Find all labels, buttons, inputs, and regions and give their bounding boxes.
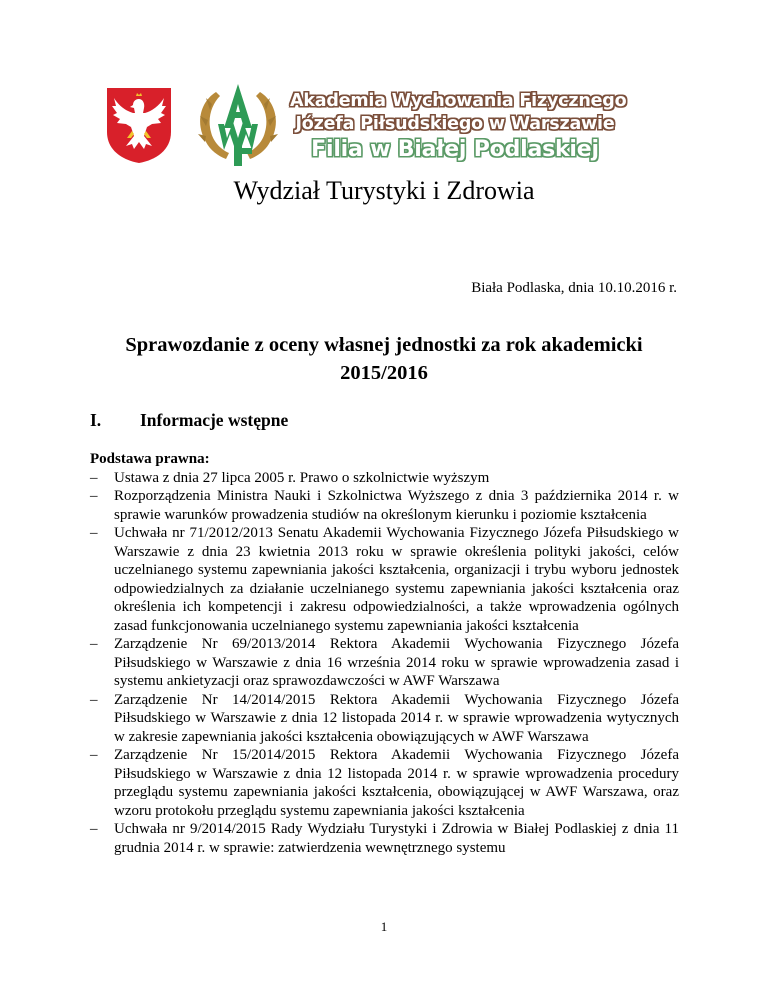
legal-basis-list — [90, 469, 679, 858]
academy-branch-line: Filia w Białej Podlaskiej — [311, 137, 599, 162]
section-heading — [90, 410, 288, 431]
academy-name-block — [290, 90, 627, 162]
awf-logo-icon — [190, 80, 286, 168]
legal-basis-item: – Uchwała nr 71/2012/2013 Senatu Akademii Wychowania Fizycznego Józefa Piłsudskiego w Warszawie z dnia 23 kwietnia 2013 roku w sprawie określenia polityki jakości, celów uczelnianego systemu zapewniania jakości kształcenia, organizacji i trybu wyboru jednostek odpowiedzialnych za działanie uczelnianego systemu zapewniania jakości kształcenia oraz określenia ich kompetencji i zakresu odpowiedzialności, a także wprowadzenia ogólnych zasad funkcjonowania uczelnianego systemu zapewniania jakości kształcenia — [90, 524, 679, 635]
legal-basis — [90, 450, 679, 857]
legal-basis-item: – Uchwała nr 9/2014/2015 Rady Wydziału Turystyki i Zdrowia w Białej Podlaskiej z dnia 11 grudnia 2014 r. w sprawie: zatwierdzenia wewnętrznego systemu — [90, 820, 679, 857]
date-line: Biała Podlaska, dnia 10.10.2016 r. — [471, 280, 677, 296]
section-title: Informacje wstępne — [140, 410, 289, 430]
legal-basis-item: – Rozporządzenia Ministra Nauki i Szkolnictwa Wyższego z dnia 3 października 2014 r. w sprawie warunków prowadzenia studiów na określonym kierunku i poziomie kształcenia — [90, 487, 679, 524]
academy-name-line-2: Józefa Piłsudskiego w Warszawie — [295, 114, 615, 134]
report-title-line-1: Sprawozdanie z oceny własnej jednostki za rok akademicki — [125, 334, 643, 356]
academy-name-line-1: Akademia Wychowania Fizycznego — [290, 91, 627, 111]
report-title — [100, 331, 668, 387]
legal-basis-item: – Ustawa z dnia 27 lipca 2005 r. Prawo o szkolnictwie wyższym — [90, 469, 679, 488]
legal-basis-item: – Zarządzenie Nr 15/2014/2015 Rektora Akademii Wychowania Fizycznego Józefa Piłsudskiego w Warszawie z dnia 12 listopada 2014 r. w sprawie wprowadzenia procedury przeglądu systemu zapewniania jakości kształcenia, obowiązującej w AWF Warszawa, oraz wzoru protokołu przeglądu systemu zapewniania jakości kształcenia — [90, 746, 679, 820]
polish-eagle-emblem-icon — [104, 86, 174, 164]
legal-basis-item: – Zarządzenie Nr 14/2014/2015 Rektora Akademii Wychowania Fizycznego Józefa Piłsudskiego w Warszawie z dnia 12 listopada 2014 r. w sprawie wprowadzenia wytycznych w zakresie zapewniania jakości kształcenia obowiązujących w AWF Warszawa — [90, 691, 679, 747]
faculty-title: Wydział Turystyki i Zdrowia — [233, 176, 535, 205]
report-title-line-2: 2015/2016 — [340, 362, 428, 384]
legal-basis-item: – Zarządzenie Nr 69/2013/2014 Rektora Akademii Wychowania Fizycznego Józefa Piłsudskiego w Warszawie z dnia 16 września 2014 roku w sprawie wprowadzenia zasad i systemu ankietyzacji oraz sprawozdawczości w AWF Warszawa — [90, 635, 679, 691]
page-number: 1 — [380, 919, 388, 934]
legal-basis-label: Podstawa prawna: — [90, 451, 210, 467]
section-number: I. — [90, 410, 102, 430]
